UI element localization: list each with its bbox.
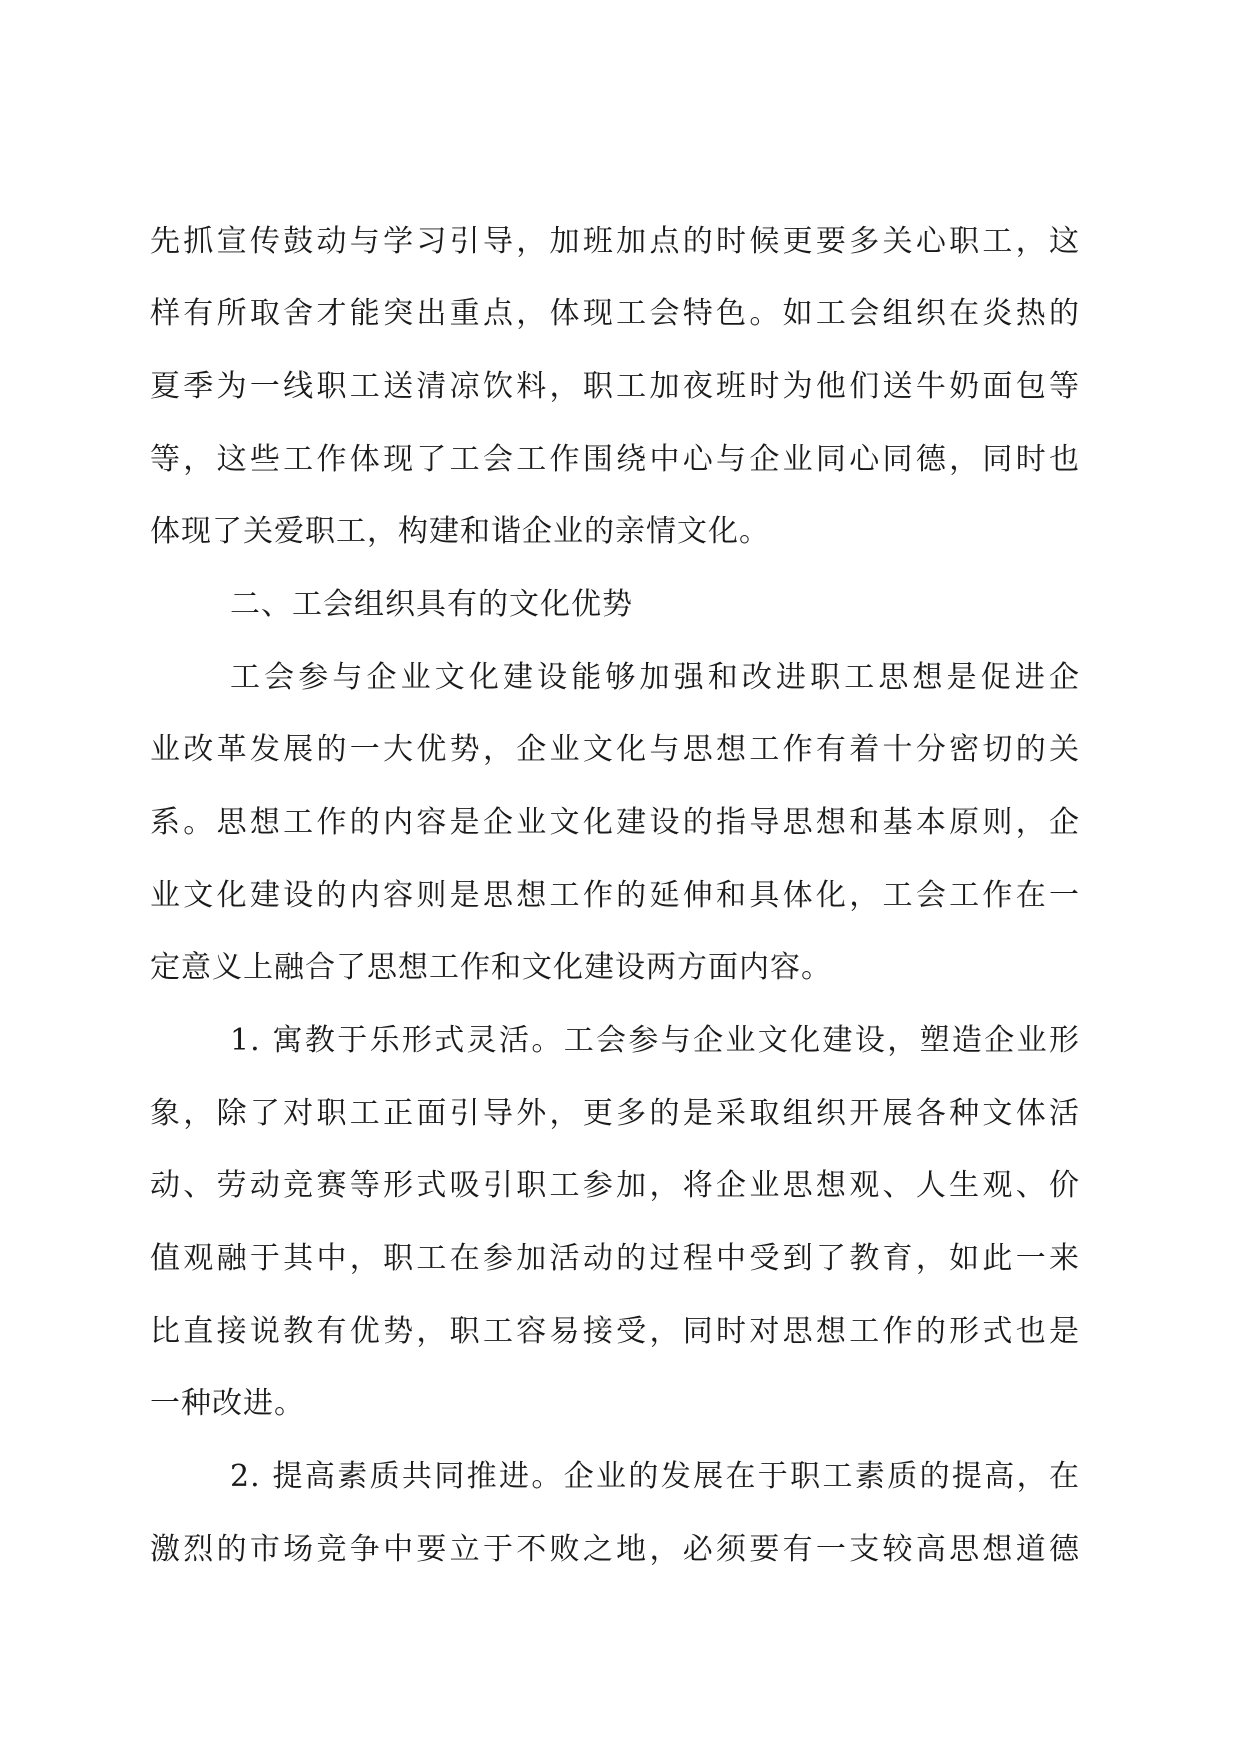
list-item-1-line-5: 比直接说教有优势，职工容易接受，同时对思想工作的形式也是	[150, 1314, 1080, 1349]
body-line-7: 工会参与企业文化建设能够加强和改进职工思想是促进企	[230, 660, 1080, 695]
list-item-2-line-1: 2. 提高素质共同推进。企业的发展在于职工素质的提高，在	[230, 1459, 1080, 1494]
section-heading-2: 二、工会组织具有的文化优势	[230, 587, 633, 622]
body-line-5: 体现了关爱职工，构建和谐企业的亲情文化。	[150, 514, 770, 549]
body-line-4: 等，这些工作体现了工会工作围绕中心与企业同心同德，同时也	[150, 442, 1080, 477]
body-line-10: 业文化建设的内容则是思想工作的延伸和具体化，工会工作在一	[150, 878, 1080, 913]
body-line-3: 夏季为一线职工送清凉饮料，职工加夜班时为他们送牛奶面包等	[150, 369, 1080, 404]
body-line-11: 定意义上融合了思想工作和文化建设两方面内容。	[150, 950, 832, 985]
body-line-9: 系。思想工作的内容是企业文化建设的指导思想和基本原则，企	[150, 805, 1080, 840]
body-line-8: 业改革发展的一大优势，企业文化与思想工作有着十分密切的关	[150, 732, 1080, 767]
list-item-1-line-2: 象，除了对职工正面引导外，更多的是采取组织开展各种文体活	[150, 1096, 1080, 1131]
list-item-1-line-3: 动、劳动竞赛等形式吸引职工参加，将企业思想观、人生观、价	[150, 1168, 1080, 1203]
body-line-2: 样有所取舍才能突出重点，体现工会特色。如工会组织在炎热的	[150, 296, 1080, 331]
list-item-1-line-1: 1. 寓教于乐形式灵活。工会参与企业文化建设，塑造企业形	[230, 1023, 1080, 1058]
list-item-1-line-6: 一种改进。	[150, 1386, 305, 1421]
body-line-1: 先抓宣传鼓动与学习引导，加班加点的时候更要多关心职工，这	[150, 224, 1080, 259]
list-item-1-line-4: 值观融于其中，职工在参加活动的过程中受到了教育，如此一来	[150, 1241, 1080, 1276]
list-item-2-line-2: 激烈的市场竞争中要立于不败之地，必须要有一支较高思想道德	[150, 1532, 1080, 1567]
